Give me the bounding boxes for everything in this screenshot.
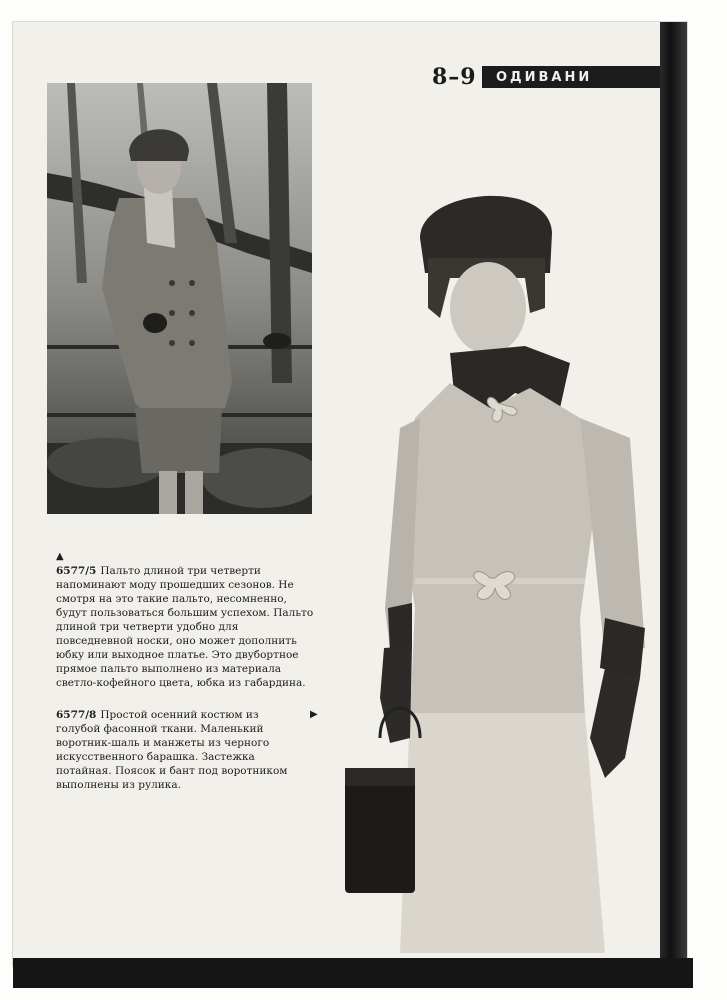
caption-text: Пальто длиной три четверти напоминают моду прошедших сезонов. Не смотря на это такие пальто, несомненно, будут пользоваться большим успехом. Пальто длиной три четверти удобно для повседневной носки, оно может дополнить юбку или выходное платье. Это двубортное прямое пальто выполнено из материала светло-кофейного цвета, юбка из габардина.	[56, 565, 314, 689]
woman-in-suit-photo	[340, 178, 660, 953]
page-numbers: 8–9	[432, 64, 477, 90]
arrow-up-icon: ▲	[56, 551, 64, 562]
model-code: 6577/5	[56, 565, 97, 577]
bottom-edge-bar	[13, 958, 693, 988]
caption-suit	[56, 708, 306, 792]
caption-text: Простой осенний костюм из голубой фасонной ткани. Маленький воротник-шаль и манжеты из черного искусственного барашка. Застежка потайная. Поясок и бант под воротником выполнены из рулика.	[56, 709, 288, 791]
caption-coat	[56, 564, 318, 690]
page-edge-shadow	[660, 22, 687, 972]
woman-in-coat-photo	[47, 83, 312, 514]
arrow-right-icon: ▶	[310, 709, 318, 720]
section-title: ОДИВАНИ	[482, 66, 660, 88]
model-code: 6577/8	[56, 709, 97, 721]
